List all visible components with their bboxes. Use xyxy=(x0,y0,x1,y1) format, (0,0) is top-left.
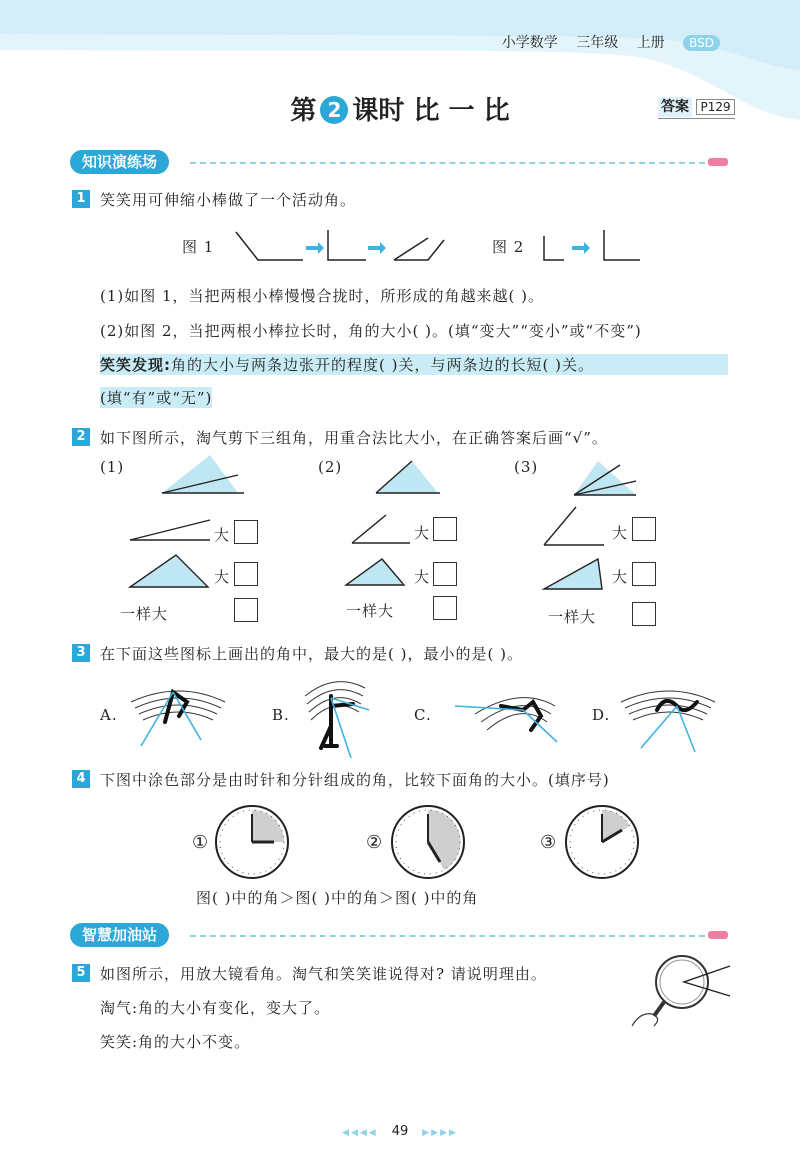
question-number: 2 xyxy=(72,428,90,446)
q1-fill-hint: (填“有”或“无”) xyxy=(100,389,213,407)
q2-choice-label: 一样大 xyxy=(548,608,597,626)
lesson-number: 2 xyxy=(320,96,348,124)
q2-choice-label: 大 xyxy=(214,526,231,544)
volume: 上册 xyxy=(636,35,665,51)
q2-choice-label: 大 xyxy=(612,524,629,542)
pencil-icon xyxy=(708,158,728,166)
q2-text: 如下图所示，淘气剪下三组角，用重合法比大小，在正确答案后画“√”。 xyxy=(100,429,608,447)
q1-text: 笑笑用可伸缩小棒做了一个活动角。 xyxy=(100,191,357,209)
q2-angle-figures xyxy=(120,455,680,625)
header-meta xyxy=(488,32,720,52)
q2-g3-box-1[interactable] xyxy=(632,517,656,541)
clock-label-1: ① xyxy=(192,832,210,853)
clock-3 xyxy=(564,804,640,880)
fig2-label: 图 2 xyxy=(492,238,525,256)
section-divider xyxy=(190,162,705,164)
q4-compare: 图( )中的角＞图( )中的角＞图( )中的角 xyxy=(196,889,479,907)
q1-part1: (1)如图 1，当把两根小棒慢慢合拢时，所形成的角越来越( )。 xyxy=(100,287,545,305)
q2-choice-label: 大 xyxy=(414,524,431,542)
q2-choice-label: 一样大 xyxy=(346,602,395,620)
q2-g3-box-3[interactable] xyxy=(632,602,656,626)
q2-choice-label: 大 xyxy=(214,568,231,586)
q2-g1-box-3[interactable] xyxy=(234,598,258,622)
edition-badge: BSD xyxy=(683,35,720,51)
clock-2 xyxy=(390,804,466,880)
q2-group-1-label: (1) xyxy=(100,458,125,476)
q1-part2: (2)如图 2，当把两根小棒拉长时，角的大小( )。(填“变大”“变小”或“不变”) xyxy=(100,322,642,340)
q2-choice-label: 一样大 xyxy=(120,605,169,623)
q2-g3-box-2[interactable] xyxy=(632,562,656,586)
q5-xiaoxiao: 笑笑:角的大小不变。 xyxy=(100,1033,251,1051)
q2-choice-label: 大 xyxy=(414,568,431,586)
q2-group-3-label: (3) xyxy=(514,458,539,476)
question-number: 4 xyxy=(72,770,90,788)
page-title: 第 2 课时 比 一 比 xyxy=(290,96,510,126)
section-challenge: 智慧加油站 xyxy=(70,923,169,947)
q2-g2-box-3[interactable] xyxy=(433,596,457,620)
q3-option-b: B. xyxy=(272,706,290,724)
left-arrows-icon: ◀◀◀◀ xyxy=(342,1128,378,1138)
q2-group-2-label: (2) xyxy=(318,458,343,476)
right-arrows-icon: ▶▶▶▶ xyxy=(422,1128,458,1138)
header-wave xyxy=(0,0,800,150)
q2-g2-box-2[interactable] xyxy=(433,562,457,586)
question-number: 1 xyxy=(72,190,90,208)
clock-label-3: ③ xyxy=(540,832,558,853)
page-number: 49 xyxy=(391,1124,409,1139)
q5-taoqi: 淘气:角的大小有变化，变大了。 xyxy=(100,999,331,1017)
q2-g1-box-1[interactable] xyxy=(234,520,258,544)
answer-reference[interactable]: 答案 P129 xyxy=(658,94,735,119)
q4-text: 下图中涂色部分是由时针和分针组成的角，比较下面角的大小。(填序号) xyxy=(100,771,610,789)
magnifier-angle-figure xyxy=(626,950,736,1034)
q5-text: 如图所示，用放大镜看角。淘气和笑笑谁说得对? 请说明理由。 xyxy=(100,965,547,983)
fig1-angles xyxy=(228,226,448,266)
question-number: 3 xyxy=(72,644,90,662)
q2-g1-box-2[interactable] xyxy=(234,562,258,586)
clock-label-2: ② xyxy=(366,832,384,853)
q3-option-a: A. xyxy=(100,706,118,724)
q3-option-d: D. xyxy=(592,706,611,724)
fig2-angles xyxy=(536,226,646,266)
section-divider xyxy=(190,935,705,937)
q2-choice-label: 大 xyxy=(612,568,629,586)
q1-discovery: 笑笑发现:角的大小与两条边张开的程度( )关，与两条边的长短( )关。 xyxy=(100,354,728,375)
q3-text: 在下面这些图标上画出的角中，最大的是( )，最小的是( )。 xyxy=(100,645,523,663)
q2-g2-box-1[interactable] xyxy=(433,517,457,541)
fig1-label: 图 1 xyxy=(182,238,215,256)
page-footer xyxy=(0,1124,800,1139)
q3-icons xyxy=(125,676,745,760)
pencil-icon xyxy=(708,931,728,939)
subject: 小学数学 xyxy=(501,35,558,51)
question-number: 5 xyxy=(72,964,90,982)
clock-1 xyxy=(214,804,290,880)
q3-option-c: C. xyxy=(414,706,432,724)
grade: 三年级 xyxy=(576,35,619,51)
section-practice: 知识演练场 xyxy=(70,150,169,174)
